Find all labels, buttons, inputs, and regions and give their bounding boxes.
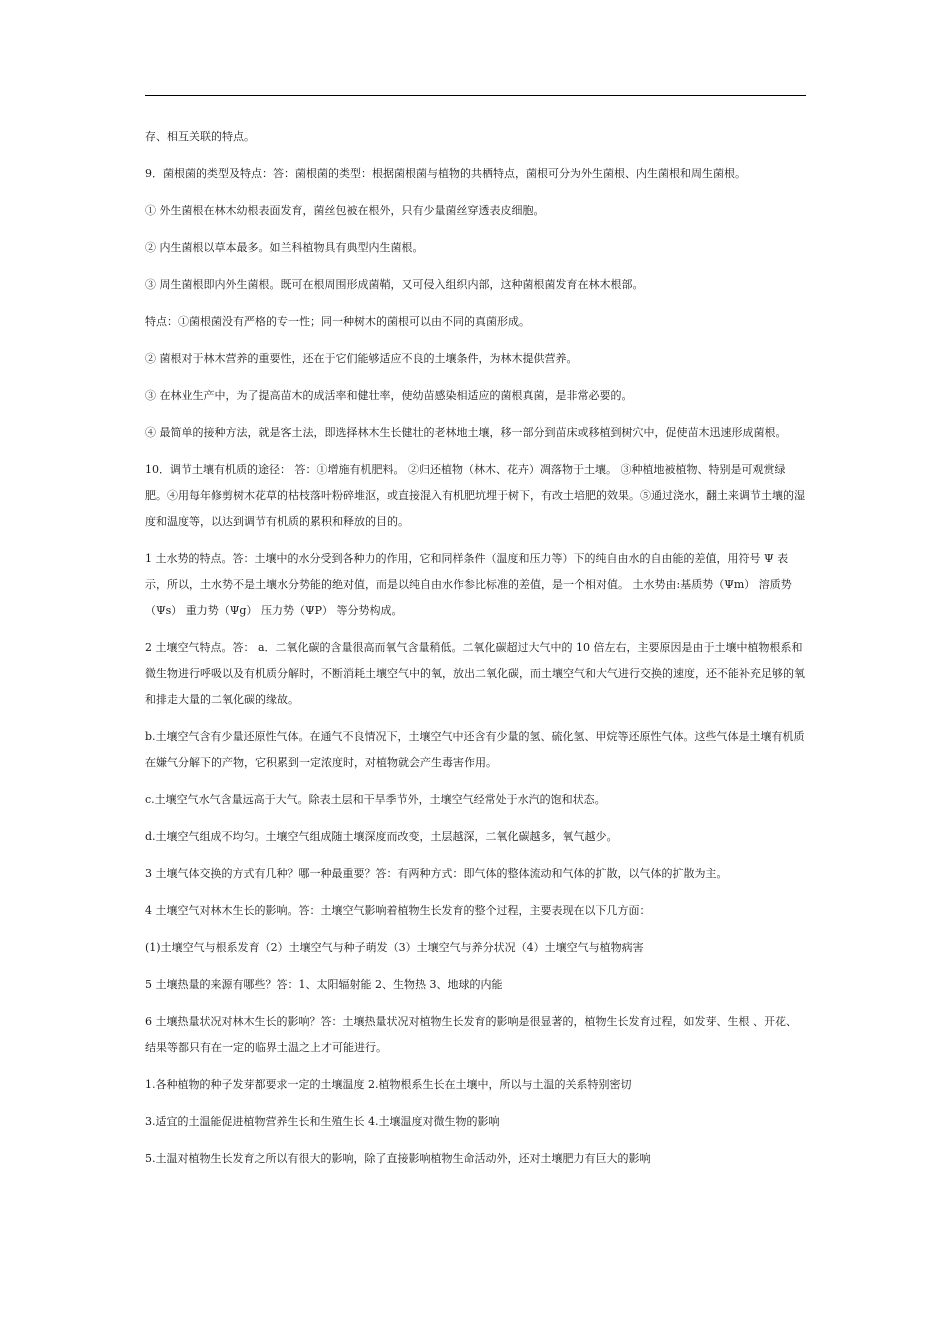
paragraph: 2 土壤空气特点。答： a．二氧化碳的含量很高而氧气含量稍低。二氧化碳超过大气中的 10 倍左右，主要原因是由于土壤中植物根系和微生物进行呼吸以及有机质分解时，不断消耗土壤空气中的氧，放出二氧化碳，而土壤空气和大气进行交换的速度，还不能补充足够的氧和排走大量的二氧化碳的缘故。 (145, 641, 805, 706)
paragraph: c.土壤空气水气含量远高于大气。除表土层和干旱季节外，土壤空气经常处于水汽的饱和状态。 (145, 793, 606, 806)
paragraph: 9．菌根菌的类型及特点：答：菌根菌的类型：根据菌根菌与植物的共栖特点，菌根可分为外生菌根、内生菌根和周生菌根。 (145, 167, 746, 180)
paragraph: 1 土水势的特点。答：土壤中的水分受到各种力的作用，它和同样条件（温度和压力等）下的纯自由水的自由能的差值，用符号 Ψ 表示，所以，土水势不是土壤水分势能的绝对值，而是以纯自由水作参比标准的差值，是一个相对值。 土水势由:基质势（Ψm） 溶质势（Ψs） 重力势（Ψg） 压力势（ΨP） 等分势构成。 (145, 552, 792, 617)
document-body (145, 124, 806, 1183)
paragraph: d.土壤空气组成不均匀。土壤空气组成随土壤深度而改变，土层越深，二氧化碳越多，氧气越少。 (145, 830, 618, 843)
paragraph: 6 土壤热量状况对林木生长的影响？答：土壤热量状况对植物生长发育的影响是很显著的，植物生长发育过程，如发芽、生根 、开花、结果等都只有在一定的临界土温之上才可能进行。 (145, 1015, 797, 1054)
paragraph: 存、相互关联的特点。 (145, 130, 255, 143)
paragraph: ④ 最简单的接种方法，就是客土法，即选择林木生长健壮的老林地土壤，移一部分到苗床或移植到树穴中，促使苗木迅速形成菌根。 (145, 426, 787, 439)
paragraph: 3 土壤气体交换的方式有几种？哪一种最重要？答：有两种方式：即气体的整体流动和气体的扩散，以气体的扩散为主。 (145, 867, 728, 880)
paragraph: b.土壤空气含有少量还原性气体。在通气不良情况下，土壤空气中还含有少量的氢、硫化氢、甲烷等还原性气体。这些气体是土壤有机质在嫌气分解下的产物，它积累到一定浓度时，对植物就会产生毒害作用。 (145, 730, 805, 769)
paragraph: (1)土壤空气与根系发育（2）土壤空气与种子萌发（3）土壤空气与养分状况（4）土壤空气与植物病害 (145, 941, 644, 954)
paragraph: ③ 在林业生产中，为了提高苗木的成活率和健壮率，使幼苗感染相适应的菌根真菌，是非常必要的。 (145, 389, 633, 402)
paragraph: 1.各种植物的种子发芽都要求一定的土壤温度 2.植物根系生长在土壤中，所以与土温的关系特别密切 (145, 1078, 632, 1091)
paragraph: ③ 周生菌根即内外生菌根。既可在根周围形成菌鞘，又可侵入组织内部，这种菌根菌发育在林木根部。 (145, 278, 644, 291)
paragraph: ② 菌根对于林木营养的重要性，还在于它们能够适应不良的土壤条件，为林木提供营养。 (145, 352, 578, 365)
paragraph: 5 土壤热量的来源有哪些？答：1、太阳辐射能 2、生物热 3、地球的内能 (145, 978, 503, 991)
paragraph: ② 内生菌根以草本最多。如兰科植物具有典型内生菌根。 (145, 241, 424, 254)
paragraph: 3.适宜的土温能促进植物营养生长和生殖生长 4.土壤温度对微生物的影响 (145, 1115, 500, 1128)
paragraph: 4 土壤空气对林木生长的影响。答：土壤空气影响着植物生长发育的整个过程，主要表现在以下几方面： (145, 904, 651, 917)
paragraph: 5.土温对植物生长发育之所以有很大的影响，除了直接影响植物生命活动外，还对土壤肥力有巨大的影响 (145, 1152, 651, 1165)
paragraph: ① 外生菌根在林木幼根表面发育，菌丝包被在根外，只有少量菌丝穿透表皮细胞。 (145, 204, 545, 217)
paragraph: 特点：①菌根菌没有严格的专一性；同一种树木的菌根可以由不同的真菌形成。 (145, 315, 530, 328)
paragraph: 10．调节土壤有机质的途径： 答：①增施有机肥料。 ②归还植物（林木、花卉）凋落物于土壤。 ③种植地被植物、特别是可观赏绿肥。④用每年修剪树木花草的枯枝落叶粉碎堆沤，或直接混入有机肥坑埋于树下，有改土培肥的效果。⑤通过浇水，翻土来调节土壤的湿度和温度等，以达到调节有机质的累积和释放的目的。 (145, 463, 805, 528)
header-rule (145, 95, 806, 96)
